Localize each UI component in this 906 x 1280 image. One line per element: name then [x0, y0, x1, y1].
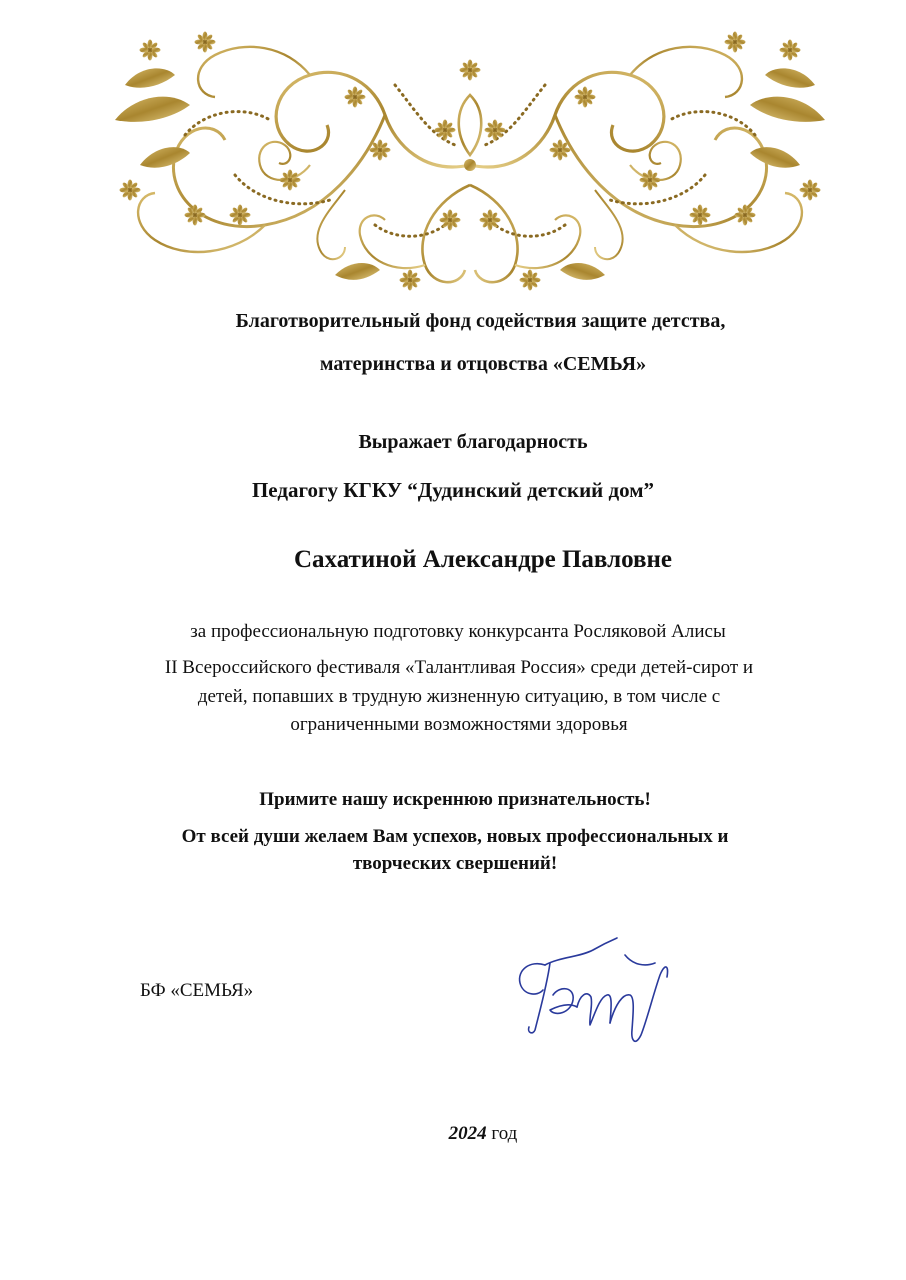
wishes-line-2: творческих свершений! [352, 853, 558, 874]
reason-line-2: II Всероссийского фестиваля «Талантливая Россия» среди детей-сирот и [164, 657, 754, 678]
gold-floral-ornament-icon [95, 25, 845, 295]
organization-line-1: Благотворительный фонд содействия защите детства, [235, 310, 726, 332]
reason-line-1: за профессиональную подготовку конкурсанта Росляковой Алисы [190, 621, 726, 642]
handwritten-signature-icon [505, 935, 680, 1050]
recipient-name: Сахатиной Александре Павловне [293, 546, 672, 573]
year-line [0, 1123, 906, 1145]
organization-line-2: материнства и отцовства «СЕМЬЯ» [319, 353, 647, 375]
year-number: 2024 [448, 1123, 487, 1144]
recipient-role: Педагогу КГКУ “Дудинский детский дом” [251, 478, 655, 502]
signer-label: БФ «СЕМЬЯ» [140, 980, 254, 1001]
year-word: год [486, 1123, 518, 1144]
expresses-thanks-heading: Выражает благодарность [358, 431, 588, 453]
gratitude-line: Примите нашу искреннюю признательность! [259, 789, 651, 810]
reason-line-3: детей, попавших в трудную жизненную ситуацию, в том числе с [197, 686, 721, 707]
reason-line-4: ограниченными возможностями здоровья [290, 714, 628, 735]
wishes-line-1: От всей души желаем Вам успехов, новых профессиональных и [181, 826, 729, 847]
